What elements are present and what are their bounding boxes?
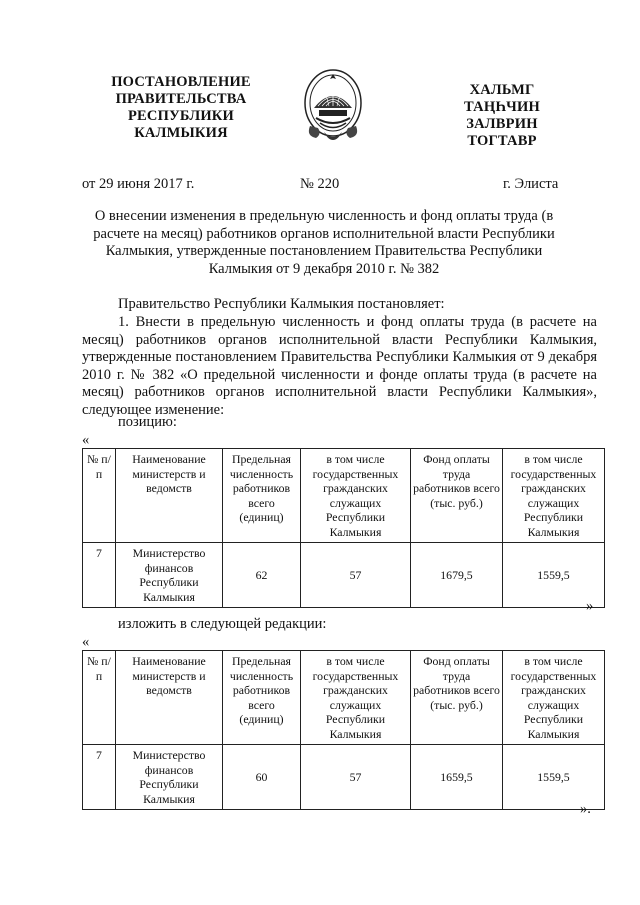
header-left-line: РЕСПУБЛИКИ xyxy=(127,108,235,124)
header-left-line: ПОСТАНОВЛЕНИЕ xyxy=(111,74,251,90)
table-header-cell: Наименование министерств и ведомств xyxy=(116,651,223,745)
table-new xyxy=(82,650,605,810)
header-right-line: ХАЛЬМГ xyxy=(469,82,535,98)
table-cell: 60 xyxy=(223,745,301,810)
table-cell: 7 xyxy=(83,745,116,810)
position-label: позицию: xyxy=(118,414,177,430)
table-header-cell: в том числе государственных гражданских служащих Республики Калмыкия xyxy=(301,449,411,543)
table-header-cell: в том числе государственных гражданских служащих Республики Калмыкия xyxy=(301,651,411,745)
table-old xyxy=(82,448,605,608)
table-cell: 1659,5 xyxy=(411,745,503,810)
table-row xyxy=(83,543,605,608)
table-header-row xyxy=(83,651,605,745)
table-row xyxy=(83,745,605,810)
item-1-text: 1. Внести в предельную численность и фонд оплаты труда (в расчете на месяц) работников органов исполнительной власти Республики Калмыкия, утвержденные постановлением Правительства Республики Калмыкия от 9 декабря 2010 г. № 382 «О предельной численности и фонде оплаты труда (в xyxy=(82,314,597,383)
header-right-line: ТАҢҺЧИН xyxy=(464,99,540,115)
table-header-row xyxy=(83,449,605,543)
document-city: г. Элиста xyxy=(503,176,559,192)
document-date: от 29 июня 2017 г. xyxy=(82,176,195,192)
header-right xyxy=(447,82,557,150)
table-header-cell: Фонд оплаты труда работников всего (тыс. руб.) xyxy=(411,449,503,543)
table-header-cell: в том числе государственных гражданских служащих Республики Калмыкия xyxy=(503,449,605,543)
decree-intro: Правительство Республики Калмыкия постановляет: xyxy=(118,296,445,312)
header-right-line: ЗАЛВРИН xyxy=(466,116,538,132)
edit-label: изложить в следующей редакции: xyxy=(118,616,327,632)
header-left xyxy=(86,74,276,142)
header-left-line: ПРАВИТЕЛЬСТВА xyxy=(115,91,247,107)
table-header-cell: Наименование министерств и ведомств xyxy=(116,449,223,543)
kalmykia-emblem-icon xyxy=(302,66,364,146)
table-cell: 57 xyxy=(301,543,411,608)
header-left-line: КАЛМЫКИЯ xyxy=(134,125,228,141)
table-cell: 1559,5 xyxy=(503,543,605,608)
table-header-cell: Фонд оплаты труда работников всего (тыс. руб.) xyxy=(411,651,503,745)
table-header-cell: Предельная численность работников всего (единиц) xyxy=(223,651,301,745)
table-header-cell: № п/п xyxy=(83,449,116,543)
table-header-cell: № п/п xyxy=(83,651,116,745)
table-cell: Министерство финансов Республики Калмыкия xyxy=(116,543,223,608)
close-quote-final: ». xyxy=(580,801,591,817)
table-cell: 7 xyxy=(83,543,116,608)
open-quote: « xyxy=(82,432,90,448)
table-cell: Министерство финансов Республики Калмыкия xyxy=(116,745,223,810)
table-header-cell: в том числе государственных гражданских служащих Республики Калмыкия xyxy=(503,651,605,745)
document-title: О внесении изменения в предельную численность и фонд оплаты труда (в расчете на месяц) работников органов исполнительной власти Республики Калмыкия, утвержденные постановлением Правительства Республики Калмыкия от 9 декабря 2010 г. № 382 xyxy=(93,208,555,277)
open-quote: « xyxy=(82,634,90,650)
item-1-text-end: расчете на месяц) работников органов исполнительной власти Республики Калмыкия», следующее изменение: xyxy=(82,366,597,418)
close-quote: » xyxy=(586,598,594,614)
table-cell: 62 xyxy=(223,543,301,608)
header-right-line: ТОГТАВР xyxy=(467,133,537,149)
table-cell: 57 xyxy=(301,745,411,810)
document-number: № 220 xyxy=(300,176,340,192)
table-header-cell: Предельная численность работников всего (единиц) xyxy=(223,449,301,543)
item-1 xyxy=(82,314,597,419)
table-cell: 1559,5 xyxy=(503,745,605,810)
table-cell: 1679,5 xyxy=(411,543,503,608)
